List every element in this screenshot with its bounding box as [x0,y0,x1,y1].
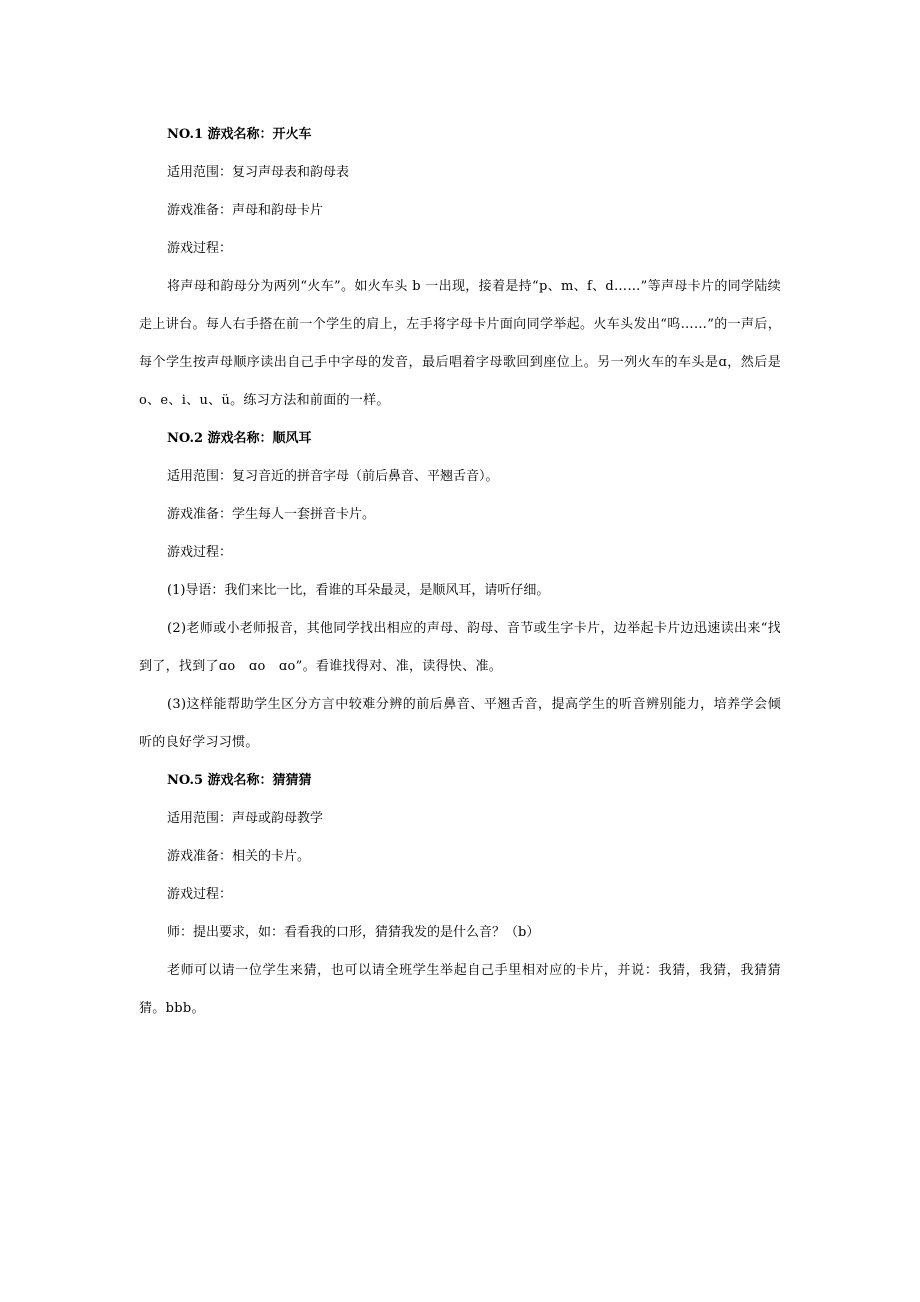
game2-scope: 适用范围：复习音近的拼音字母（前后鼻音、平翘舌音）。 [167,469,499,484]
game2-step1: (1)导语：我们来比一比，看谁的耳朵最灵，是顺风耳，请听仔细。 [167,583,550,598]
game5-process-label: 游戏过程： [167,887,233,902]
game1-prep: 游戏准备：声母和韵母卡片 [167,203,324,218]
game1-process-label: 游戏过程： [167,241,233,256]
game5-scope: 适用范围：声母或韵母教学 [167,811,324,826]
game5-body: 老师可以请一位学生来猜，也可以请全班学生举起自己手里相对应的卡片，并说：我猜，我猜，我猜猜猜。bbb。 [139,963,781,1016]
game2-step3: (3)这样能帮助学生区分方言中较难分辨的前后鼻音、平翘舌音，提高学生的听音辨别能力，培养学会倾听的良好学习习惯。 [139,697,781,750]
game1-body: 将声母和韵母分为两列“火车”。如火车头 b 一出现，接着是持“p、m、f、d……”等声母卡片的同学陆续走上讲台。每人右手搭在前一个学生的肩上，左手将字母卡片面向同学举起。火车头发出“呜……”的一声后，每个学生按声母顺序读出自己手中字母的发音，最后唱着字母歌回到座位上。另一列火车的车头是ɑ，然后是 o、e、i、u、ü。练习方法和前面的一样。 [139,279,781,408]
game2-prep: 游戏准备：学生每人一套拼音卡片。 [167,507,376,522]
game5-prep: 游戏准备：相关的卡片。 [167,849,311,864]
game2-title: NO.2 游戏名称：顺风耳 [167,431,312,446]
document-page [139,116,781,1028]
game2-step2: (2)老师或小老师报音，其他同学找出相应的声母、韵母、音节或生字卡片，边举起卡片边迅速读出来“找到了，找到了ɑo ɑo ɑo”。看谁找得对、准，读得快、准。 [139,621,781,674]
game2-process-label: 游戏过程： [167,545,233,560]
game5-teacher-line: 师：提出要求，如：看看我的口形，猜猜我发的是什么音？（b） [167,925,540,940]
game1-scope: 适用范围：复习声母表和韵母表 [167,165,350,180]
game5-title: NO.5 游戏名称：猜猜猜 [167,773,312,788]
game1-title: NO.1 游戏名称：开火车 [167,127,312,142]
